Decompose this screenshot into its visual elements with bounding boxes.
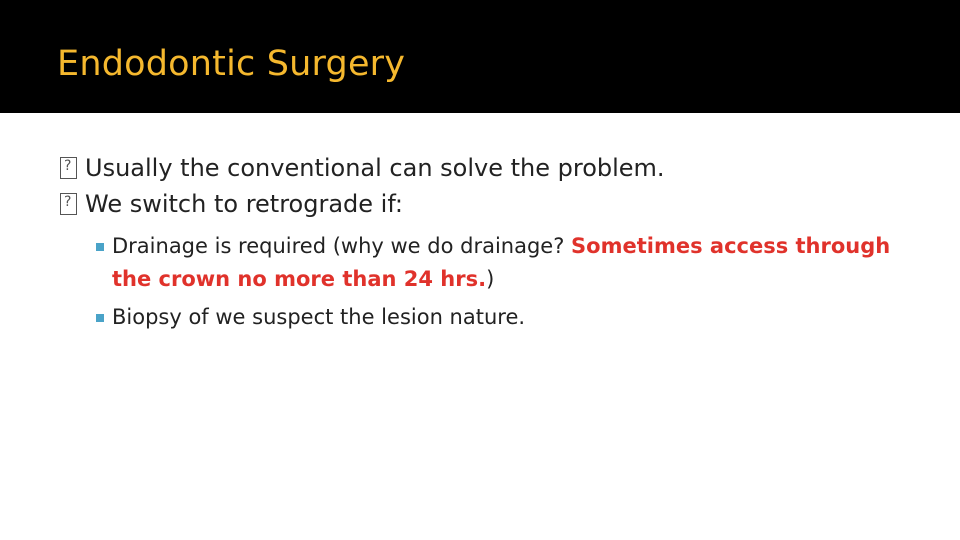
square-bullet-icon (96, 243, 104, 251)
square-bullet-icon (96, 314, 104, 322)
bullet-item (60, 186, 920, 222)
title-bar (0, 0, 960, 113)
sub-bullet-text-end: ) (486, 267, 495, 291)
sub-bullet-emphasis: Sometimes access through the crown no more than 24 hrs. (112, 234, 891, 291)
bullet-text: We switch to retrograde if: (85, 190, 404, 218)
bullet-text: Usually the conventional can solve the problem. (85, 154, 665, 182)
sub-bullet-text: Drainage is required (why we do drainage? (112, 234, 572, 258)
sub-bullet-item (96, 230, 920, 296)
slide-title: Endodontic Surgery (57, 44, 406, 84)
missing-glyph-bullet-icon (60, 193, 77, 215)
bullet-item (60, 150, 920, 186)
sub-bullet-text: Biopsy of we suspect the lesion nature. (112, 305, 526, 329)
sub-bullet-list (96, 230, 920, 334)
sub-bullet-item (96, 301, 920, 334)
slide-body (60, 150, 920, 339)
missing-glyph-bullet-icon (60, 157, 77, 179)
